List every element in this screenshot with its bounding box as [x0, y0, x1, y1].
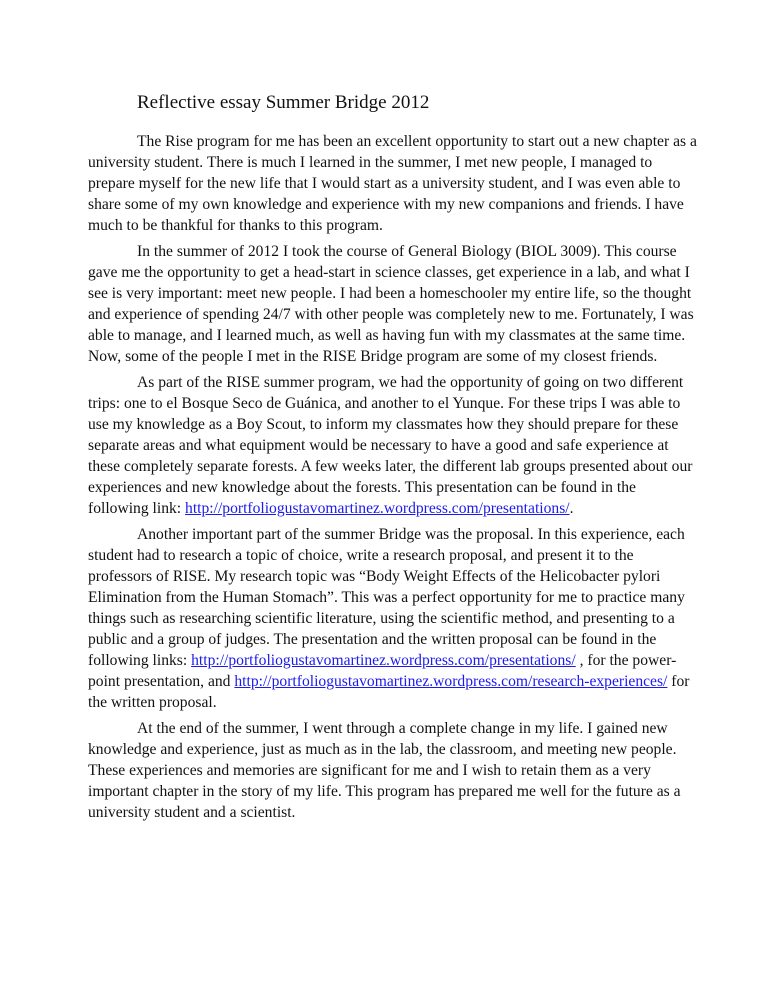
text-line	[88, 414, 708, 435]
text-line	[88, 671, 708, 692]
text-line	[88, 718, 708, 739]
text-segment: trips: one to el Bosque Seco de Guánica, and another to el Yunque. For these trips I was able to	[88, 395, 681, 412]
text-segment: able to manage, and I learned much, as well as having fun with my classmates at the same time.	[88, 327, 686, 344]
text-line	[88, 456, 708, 477]
text-segment: As part of the RISE summer program, we had the opportunity of going on two different	[137, 374, 684, 391]
text-line	[88, 650, 708, 671]
text-line	[88, 215, 708, 236]
text-line	[88, 131, 708, 152]
text-line	[88, 545, 708, 566]
text-line	[88, 760, 708, 781]
paragraph-3	[88, 372, 708, 519]
text-segment: following links:	[88, 652, 192, 669]
text-segment: the written proposal.	[88, 694, 217, 711]
text-segment: share some of my own knowledge and experience with my new companions and friends. I have	[88, 196, 684, 213]
paragraph-1	[88, 131, 708, 236]
text-segment: point presentation, and	[88, 673, 235, 690]
hyperlink[interactable]: http://portfoliogustavomartinez.wordpress.com/presentations/	[185, 500, 570, 517]
text-line	[88, 283, 708, 304]
text-segment: things such as researching scientific literature, using the scientific method, and presenting to a	[88, 610, 675, 627]
text-segment: separate areas and what equipment would be necessary to have a good and safe experience at	[88, 437, 669, 454]
text-segment: public and a group of judges. The presentation and the written proposal can be found in the	[88, 631, 657, 648]
text-segment: Now, some of the people I met in the RISE Bridge program are some of my closest friends.	[88, 348, 658, 365]
text-segment: student had to research a topic of choice, write a research proposal, and present it to the	[88, 547, 634, 564]
text-segment: important chapter in the story of my life. This program has prepared me well for the future as a	[88, 783, 681, 800]
text-line	[88, 304, 708, 325]
text-line	[88, 346, 708, 367]
text-line	[88, 692, 708, 713]
text-line	[88, 194, 708, 215]
text-line	[88, 152, 708, 173]
text-line	[88, 566, 708, 587]
text-line	[88, 587, 708, 608]
text-segment: These experiences and memories are significant for me and I wish to retain them as a very	[88, 762, 651, 779]
text-segment: following link:	[88, 500, 186, 517]
text-line	[88, 802, 708, 823]
essay-body	[88, 131, 708, 828]
paragraph-5	[88, 718, 708, 823]
text-segment: these completely separate forests. A few weeks later, the different lab groups presented about our	[88, 458, 693, 475]
text-segment: The Rise program for me has been an excellent opportunity to start out a new chapter as a	[137, 133, 697, 150]
text-line	[88, 435, 708, 456]
text-line	[88, 372, 708, 393]
text-segment: knowledge and experience, just as much as in the lab, the classroom, and meeting new people.	[88, 741, 677, 758]
text-segment: At the end of the summer, I went through a complete change in my life. I gained new	[137, 720, 668, 737]
text-segment: much to be thankful for thanks to this program.	[88, 217, 383, 234]
text-segment: use my knowledge as a Boy Scout, to inform my classmates how they should prepare for these	[88, 416, 679, 433]
text-line	[88, 629, 708, 650]
text-segment: see is very important: meet new people. I had been a homeschooler my entire life, so the thought	[88, 285, 692, 302]
text-segment: university student. There is much I learned in the summer, I met new people, I managed to	[88, 154, 653, 171]
text-line	[88, 477, 708, 498]
text-line	[88, 393, 708, 414]
paragraph-2	[88, 241, 708, 367]
essay-title: Reflective essay Summer Bridge 2012	[137, 92, 430, 113]
text-line	[88, 739, 708, 760]
text-segment: and experience of spending 24/7 with other people was completely new to me. Fortunately, I was	[88, 306, 694, 323]
text-line	[88, 608, 708, 629]
text-segment: In the summer of 2012 I took the course of General Biology (BIOL 3009). This course	[137, 243, 677, 260]
text-segment: prepare myself for the new life that I would start as a university student, and I was even able to	[88, 175, 681, 192]
text-line	[88, 325, 708, 346]
text-segment: professors of RISE. My research topic was “Body Weight Effects of the Helicobacter pylori	[88, 568, 661, 585]
text-line	[88, 524, 708, 545]
text-segment: for	[667, 673, 690, 690]
text-segment: Another important part of the summer Bridge was the proposal. In this experience, each	[137, 526, 685, 543]
text-line	[88, 241, 708, 262]
text-line	[88, 781, 708, 802]
hyperlink[interactable]: http://portfoliogustavomartinez.wordpress.com/presentations/	[191, 652, 576, 669]
hyperlink[interactable]: http://portfoliogustavomartinez.wordpress.com/research-experiences/	[234, 673, 668, 690]
text-segment: , for the power-	[575, 652, 677, 669]
text-segment: university student and a scientist.	[88, 804, 296, 821]
text-line	[88, 173, 708, 194]
text-segment: Elimination from the Human Stomach”. This was a perfect opportunity for me to practice many	[88, 589, 685, 606]
text-line	[88, 262, 708, 283]
text-segment: experiences and new knowledge about the forests. This presentation can be found in the	[88, 479, 636, 496]
text-segment: gave me the opportunity to get a head-start in science classes, get experience in a lab, and what I	[88, 264, 690, 281]
paragraph-4	[88, 524, 708, 713]
text-line	[88, 498, 708, 519]
text-segment: .	[569, 500, 574, 517]
